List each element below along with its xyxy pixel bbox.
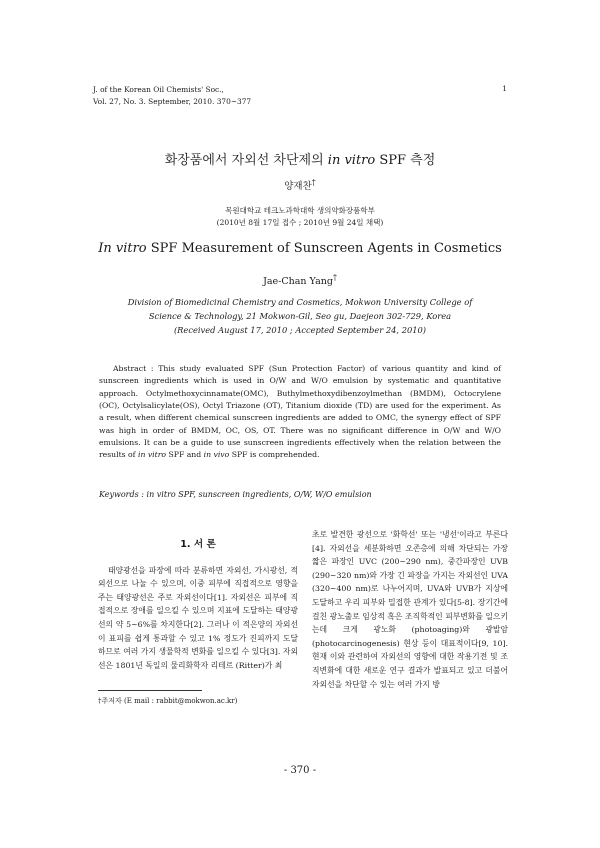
left-column [98,528,298,672]
korean-dates-line: (2010년 8월 17일 접수 ; 2010년 9월 24일 채택) [216,218,384,227]
english-affiliation-line2: Science & Technology, 21 Mokwon-Gil, Seo gu, Daejeon 302-729, Korea [148,311,452,321]
journal-header [93,84,251,108]
section-heading: 1. 서 론 [180,539,216,550]
korean-affiliation-line: 목원대학교 테크노과학대학 생의약화장품학부 [225,206,375,215]
right-column [312,528,508,691]
journal-name: J. of the Korean Oil Chemists' Soc., [93,85,224,94]
english-affiliation-line1: Division of Biomedicinal Chemistry and Cosmetics, Mokwon University College of [127,297,473,307]
folio: - 370 - [283,765,317,776]
english-affiliation [0,295,600,337]
english-author-name: Jae-Chan Yang [263,276,333,288]
keywords-body: in vitro SPF, sunscreen ingredients, O/W, W/O emulsion [146,490,372,499]
korean-author [0,178,600,192]
english-title-italic: In vitro [98,241,147,256]
abstract-end: SPF is comprehended. [231,450,320,460]
korean-affiliation [0,205,600,229]
korean-title-suffix: SPF 측정 [379,153,436,168]
footnote: †주저자 (E mail : rabbit@mokwon.ac.kr) [98,697,238,705]
english-author [0,273,600,287]
korean-title-italic: in vitro [327,153,376,168]
abstract-mid: SPF and [168,450,202,460]
page-number: 1 [502,84,507,93]
right-column-paragraph: 초로 발견한 광선으로 '화학선' 또는 '냉선'이라고 부른다[4]. 자외선을 세분화하면 오존층에 의해 차단되는 가장 짧은 파장인 UVC (200~290 nm), 중간파장인 UVB (290~320 nm)와 가장 긴 파장을 가지는 자외선인 UVA (320~400 nm)로 나누어지며, UVA와 UVB가 지상에 도달하고 우리 피부와 밀접한 관계가 있다[5-8]. 장기간에 걸친 광노출로 임상적 혹은 조직학적인 피부변화를 일으키는데 크게 광노화 (photoaging)와 광발암 (photocarcinogenesis) 현상 등이 대표적이다[9, 10]. 현재 이와 관련하여 자외선의 영향에 대한 작용기전 및 조직변화에 대한 새로운 연구 결과가 발표되고 있고 더불어 자외선을 차단할 수 있는 여러 가지 방 [312,530,508,689]
korean-title [0,149,600,168]
keywords-label: Keywords : [99,490,144,499]
journal-volume: Vol. 27, No. 3. September, 2010. 370~377 [93,97,252,106]
english-dates-line: (Received August 17, 2010 ; Accepted September 24, 2010) [173,325,427,335]
keywords [99,490,501,499]
author-mark-en: † [332,273,337,282]
english-title-rest: SPF Measurement of Sunscreen Agents in Cosmetics [150,241,502,256]
abstract-invitro: in vitro [137,450,167,460]
footnote-rule [98,690,202,691]
abstract-invivo: in vivo [203,450,230,460]
abstract-label: Abstract : [113,364,154,373]
abstract [99,363,501,462]
abstract-body: This study evaluated SPF (Sun Protection Factor) of various quantity and kind of sunscreen ingredients which is used in O/W and W/O emulsion by systematic and quantitative approach. Octylmethoxycinnamate(OMC), Buthylmethoxydibenzoylmethan (BMDM), Octocrylene (OC), Octylsalicylate(OS), Octyl Triazone (OT), Titanium dioxide (TD) are used for the experiment. As a result, when different chemical sunscreen ingredients are added to OMC, the synergy effect of SPF was high in order of BMDM, OC, OS, OT. There was no significant difference in O/W and W/O emulsions. It can be a guide to use sunscreen ingredients effectively when the relation between the results of [99,364,502,460]
korean-author-name: 양재찬 [284,181,312,193]
author-mark-ko: † [311,178,316,187]
korean-title-prefix: 화장품에서 자외선 차단제의 [164,153,324,168]
left-column-paragraph: 태양광선을 파장에 따라 분류하면 자외선, 가시광선, 적외선으로 나눌 수 있으며, 이중 피부에 직접적으로 영향을 주는 태양광선은 주로 자외선이다[1]. 자외선은 피부에 직접적으로 장애를 일으킬 수 있으며 지표에 도달하는 태양광선의 약 5~6%를 차지한다[2]. 그러나 이 적은양의 자외선이 표피를 쉽게 통과할 수 있고 1% 정도가 진피까지 도달하므로 여러 가지 생물학적 변화를 일으킬 수 있다[3]. 자외선은 1801년 독일의 물리화학자 리테르 (Ritter)가 최 [98,565,298,670]
english-title [0,241,600,256]
